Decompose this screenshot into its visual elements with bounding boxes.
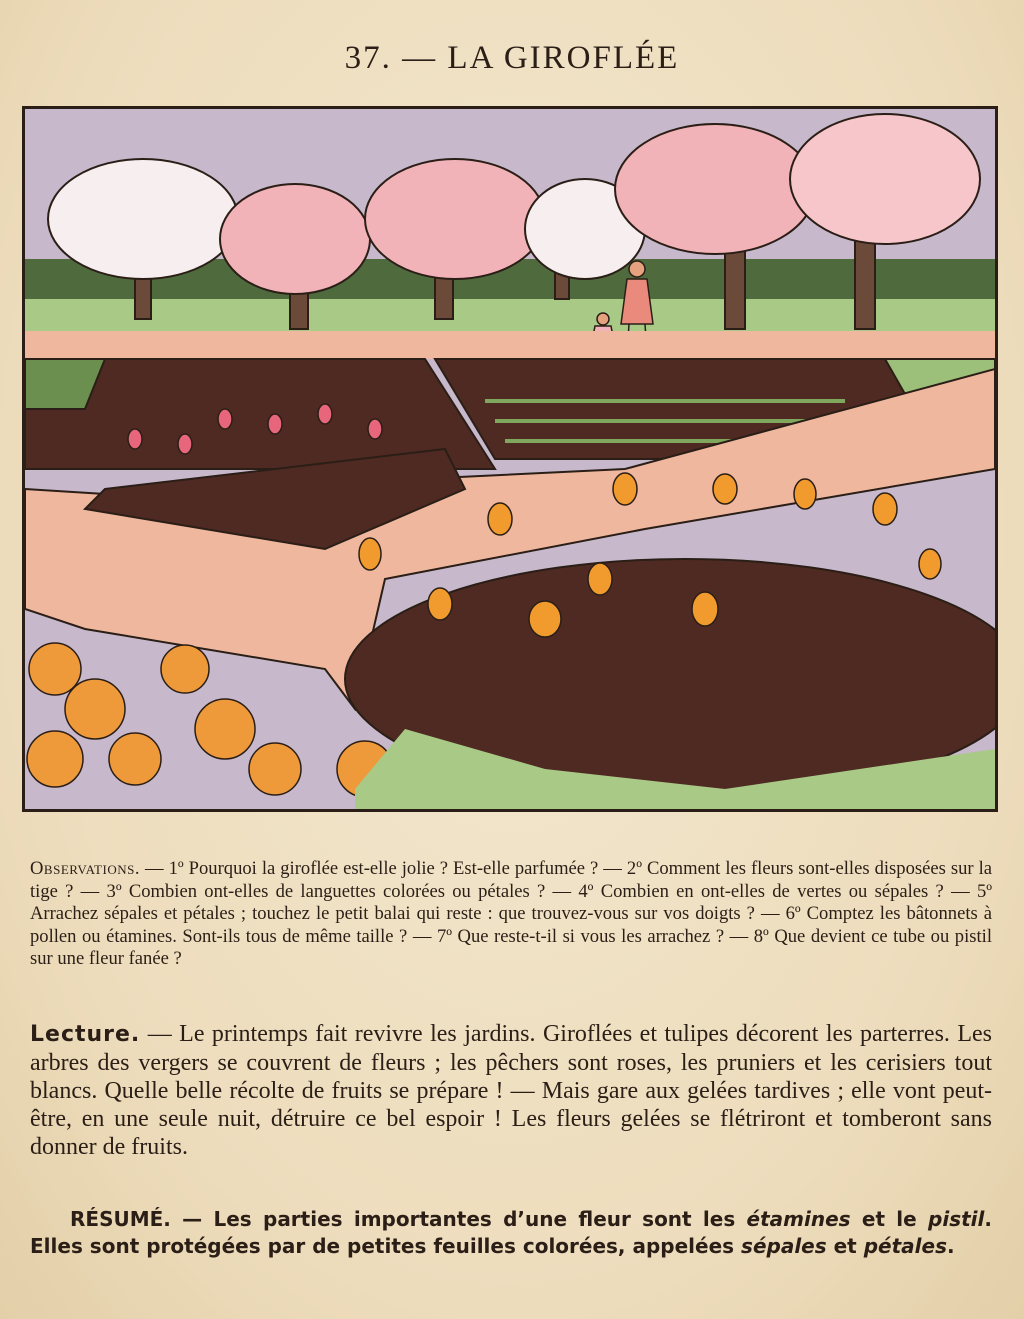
lecture-text: — Le printemps fait revivre les jardins. Giroflées et tulipes décorent les parterres. Les arbres des vergers se couvrent de fleurs ; les pêchers sont roses, les pruniers et les cerisiers tout blancs. Quelle belle récolte de fruits se prépare ! — Mais gare aux gelées tardives ; elle vont peut-être, en une seule nuit, détruire ce bel espoir ! Les fleurs gelées se flétriront et tomberont sans donner de fruits. bbox=[30, 1021, 992, 1160]
resume-part-3: . Elles sont protégées par de petites feuilles colorées, appelées bbox=[30, 1207, 993, 1258]
resume-term-sepales: sépales bbox=[741, 1234, 827, 1258]
garden-illustration bbox=[22, 106, 998, 812]
resume-term-petales: pétales bbox=[863, 1234, 947, 1258]
lesson-title: 37. — LA GIROFLÉE bbox=[344, 40, 680, 76]
resume-part-4: et bbox=[826, 1234, 864, 1258]
resume-paragraph bbox=[30, 1206, 992, 1260]
lecture-label: Lecture. bbox=[30, 1022, 141, 1047]
resume-label: RÉSUMÉ. bbox=[70, 1207, 171, 1231]
resume-part-2: et le bbox=[850, 1207, 929, 1231]
resume-part-1: — Les parties importantes d’une fleur sont les bbox=[170, 1207, 747, 1231]
resume-part-5: . bbox=[946, 1234, 955, 1258]
resume-term-etamines: étamines bbox=[746, 1207, 851, 1231]
garden-path-back bbox=[25, 331, 995, 359]
resume-term-pistil: pistil bbox=[928, 1207, 985, 1231]
lecture-paragraph bbox=[30, 1020, 992, 1161]
observations-paragraph bbox=[30, 858, 992, 971]
observations-label: Observations. bbox=[30, 858, 140, 879]
observations-text: — 1º Pourquoi la giroflée est-elle jolie ? Est-elle parfumée ? — 2º Comment les fleurs sont-elles disposées sur la tige ? — 3º Combien ont-elles de languettes colorées ou pétales ? — 4º Combien en ont-elles de vertes ou sépales ? — 5º Arrachez sépales et pétales ; touchez le petit balai qui reste : que trouvez-vous sur vos doigts ? — 6º Comptez les bâtonnets à pollen ou étamines. Sont-ils tous de même taille ? — 7º Que reste-t-il si vous les arrachez ? — 8º Que devient ce tube ou pistil sur une fleur fanée ? bbox=[30, 858, 992, 969]
